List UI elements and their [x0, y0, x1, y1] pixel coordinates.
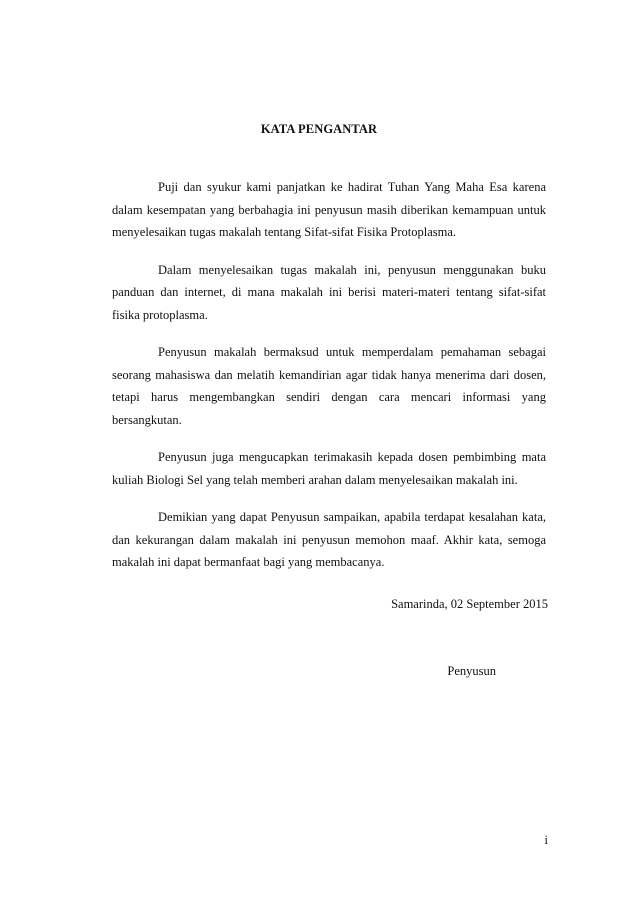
paragraph-sources: Dalam menyelesaikan tugas makalah ini, penyusun menggunakan buku panduan dan internet, di mana makalah ini berisi materi-materi tentang sifat-sifat fisika protoplasma.	[112, 262, 546, 322]
preface-body	[112, 176, 546, 589]
paragraph-closing: Demikian yang dapat Penyusun sampaikan, apabila terdapat kesalahan kata, dan kekurangan dalam makalah ini penyusun memohon maaf. Akhir kata, semoga makalah ini dapat bermanfaat bagi yang membacanya.	[112, 510, 546, 569]
paragraph-thanks: Penyusun juga mengucapkan terimakasih kepada dosen pembimbing mata kuliah Biologi Sel yang telah memberi arahan dalam menyelesaikan makalah ini.	[112, 450, 546, 487]
page-number: i	[544, 833, 548, 847]
page-title: KATA PENGANTAR	[260, 122, 378, 136]
place-date: Samarinda, 02 September 2015	[391, 597, 548, 611]
paragraph-purpose: Penyusun makalah bermaksud untuk memperdalam pemahaman sebagai seorang mahasiswa dan melatih kemandirian agar tidak hanya menerima dari dosen, tetapi harus mengembangkan sendiri dengan cara mencari informasi yang bersangkutan.	[112, 345, 546, 427]
author-signature: Penyusun	[447, 664, 496, 678]
paragraph-gratitude: Puji dan syukur kami panjatkan ke hadirat Tuhan Yang Maha Esa karena dalam kesempatan yang berbahagia ini penyusun masih diberikan kemampuan untuk menyelesaikan tugas makalah tentang Sifat-sifat Fisika Protoplasma.	[112, 180, 546, 239]
